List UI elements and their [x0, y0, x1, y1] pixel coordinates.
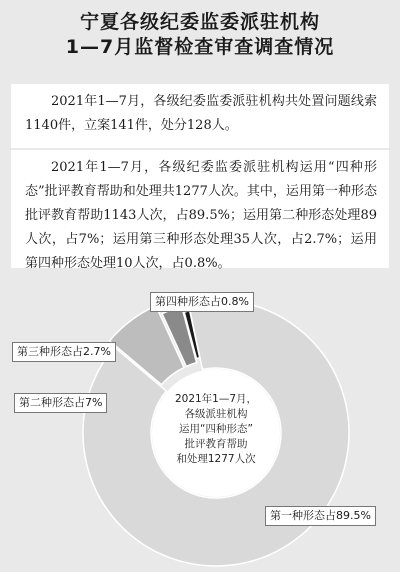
center-line-2: 各级派驻机构: [184, 408, 248, 420]
title-line-1: 宁夏各级纪委监委派驻机构: [79, 11, 320, 33]
label-second-form: 第二种形态占7%: [14, 393, 107, 413]
center-line-4: 批评教育帮助: [184, 438, 248, 450]
title-line-2: 1—7月监督检查审查调查情况: [65, 36, 335, 58]
label-third-form: 第三种形态占2.7%: [12, 342, 116, 362]
label-first-form: 第一种形态占89.5%: [265, 506, 376, 526]
summary-card-2: [11, 150, 389, 271]
summary-paragraph-2: 2021年1—7月，各级纪委监委派驻机构运用“四种形态”批评教育帮助和处理共1277人次。其中，运用第一种形态批评教育帮助1143人次，占89.5%；运用第二种形态处理89人次，占7%；运用第三种形态处理35人次，占2.7%；运用第四种形态处理10人次，占0.8%。: [25, 160, 377, 271]
donut-center-text: [156, 392, 276, 467]
summary-paragraph-1: 2021年1—7月，各级纪委监委派驻机构共处置问题线索1140件，立案141件，处分128人。: [25, 94, 377, 133]
center-line-5: 和处理1277人次: [176, 453, 256, 465]
label-fourth-form: 第四种形态占0.8%: [150, 292, 254, 312]
page-title: [0, 10, 400, 60]
summary-card-1: [11, 84, 389, 148]
center-line-1: 2021年1—7月，: [174, 393, 258, 405]
center-line-3: 运用“四种形态”: [179, 423, 253, 435]
